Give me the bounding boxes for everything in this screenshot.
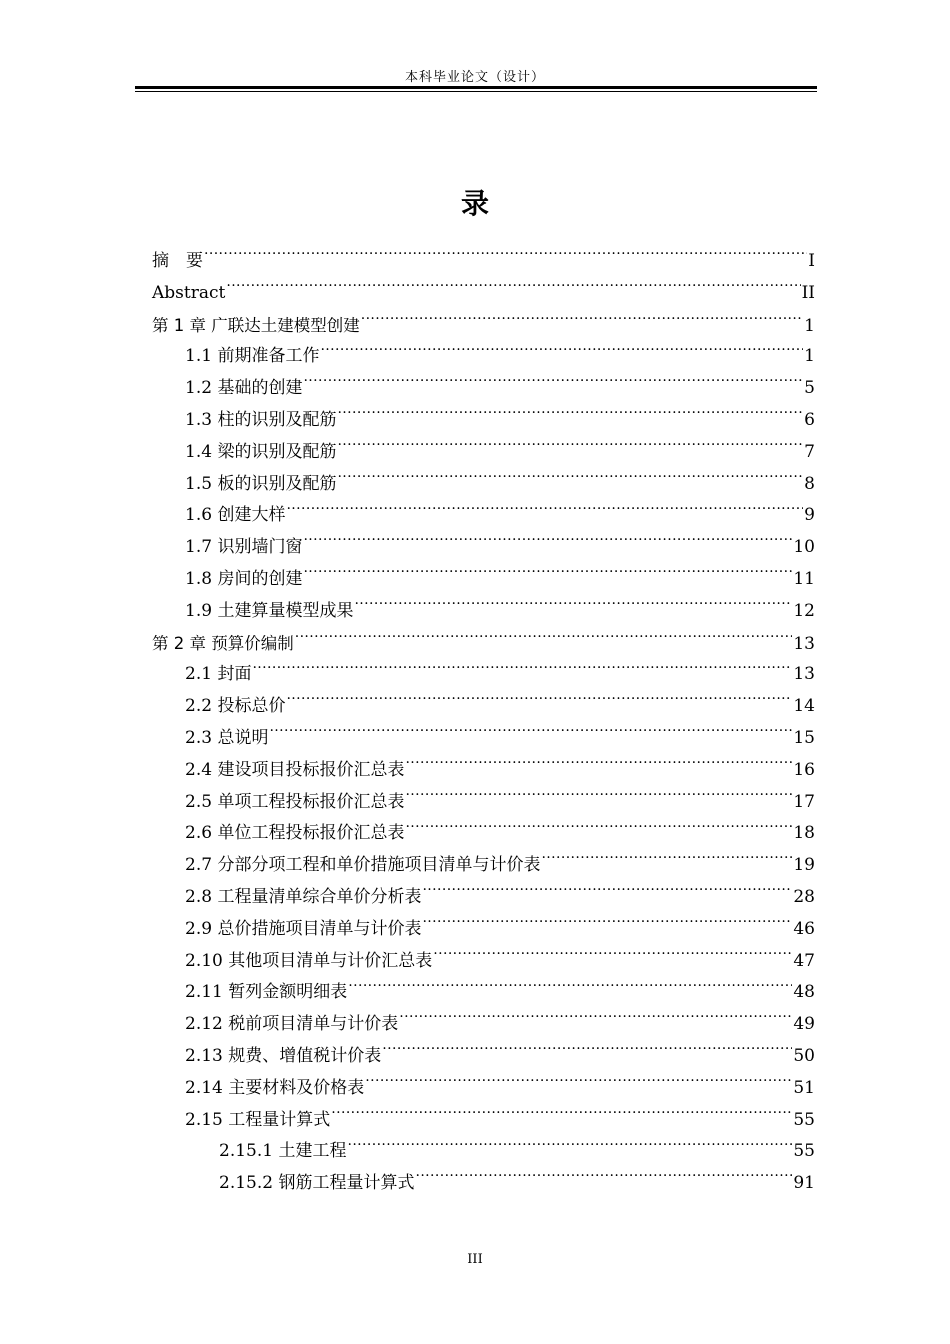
- toc-entry-page: 11: [793, 568, 815, 589]
- toc-entry[interactable]: [152, 755, 815, 787]
- toc-entry-text: 第 2 章 预算价编制: [152, 633, 294, 653]
- dot-leader: [541, 850, 792, 870]
- toc-entry[interactable]: [152, 1009, 815, 1041]
- toc-entry[interactable]: [152, 1168, 815, 1200]
- dot-leader: [320, 341, 803, 361]
- running-header: 本科毕业论文（设计）: [404, 70, 545, 85]
- dot-leader: [303, 532, 792, 552]
- toc-entry-text: 2.14 主要材料及价格表: [185, 1077, 365, 1098]
- toc-entry-text: 1.2 基础的创建: [185, 378, 303, 399]
- toc-entry-text: 2.5 单项工程投标报价汇总表: [185, 791, 405, 812]
- toc-entry-text: 2.7 分部分项工程和单价措施项目清单与计价表: [185, 855, 541, 876]
- dot-leader: [382, 1041, 792, 1061]
- toc-entry-text: 2.8 工程量清单综合单价分析表: [185, 886, 422, 907]
- dot-leader: [303, 564, 792, 584]
- toc-entry-page: 12: [793, 600, 815, 621]
- toc-entry[interactable]: [152, 405, 815, 437]
- toc-entry-text: 2.3 总说明: [185, 727, 269, 748]
- toc-entry-text: 2.11 暂列金额明细表: [185, 982, 348, 1003]
- toc-entry[interactable]: [152, 1136, 815, 1168]
- dot-leader: [295, 629, 793, 649]
- dot-leader: [347, 1136, 792, 1156]
- toc-entry[interactable]: [152, 787, 815, 819]
- toc-entry[interactable]: [152, 1105, 815, 1137]
- dot-leader: [204, 246, 807, 266]
- page-number: III: [467, 1252, 483, 1267]
- toc-entry[interactable]: [152, 628, 815, 660]
- toc-entry-page: 46: [793, 918, 815, 939]
- toc-entry-page: 10: [793, 537, 815, 558]
- toc-entry-text: 1.6 创建大样: [185, 505, 286, 526]
- toc-entry-page: 13: [793, 664, 815, 685]
- toc-entry[interactable]: [152, 500, 815, 532]
- toc-entry-page: 7: [804, 441, 815, 462]
- dot-leader: [226, 278, 800, 298]
- toc-entry-text: 2.15 工程量计算式: [185, 1109, 331, 1130]
- toc-entry-text: 1.4 梁的识别及配筋: [185, 441, 337, 462]
- toc-entry-page: 16: [793, 759, 815, 780]
- toc-entry-page: 50: [793, 1045, 815, 1066]
- dot-leader: [405, 818, 792, 838]
- dot-leader: [361, 311, 803, 331]
- toc-entry-page: 55: [793, 1141, 815, 1162]
- toc-entry[interactable]: [152, 850, 815, 882]
- dot-leader: [405, 755, 792, 775]
- header-rule-thin: [135, 91, 817, 92]
- toc-entry-page: 1: [804, 315, 815, 336]
- toc-entry-text: 2.4 建设项目投标报价汇总表: [185, 759, 405, 780]
- dot-leader: [415, 1168, 792, 1188]
- toc-entry[interactable]: [152, 914, 815, 946]
- dot-leader: [433, 946, 792, 966]
- toc-entry[interactable]: [152, 596, 815, 628]
- toc-entry-page: 49: [793, 1014, 815, 1035]
- toc-entry[interactable]: [152, 532, 815, 564]
- toc-entry-text: 2.1 封面: [185, 664, 252, 685]
- dot-leader: [422, 914, 792, 934]
- toc-entry-text: 2.2 投标总价: [185, 696, 286, 717]
- dot-leader: [337, 469, 803, 489]
- toc-entry[interactable]: [152, 818, 815, 850]
- toc-entry-text: 2.9 总价措施项目清单与计价表: [185, 918, 422, 939]
- toc-entry-page: 5: [804, 378, 815, 399]
- toc-entry-page: 47: [793, 950, 815, 971]
- toc-entry-page: 6: [804, 409, 815, 430]
- toc-entry-page: II: [801, 282, 815, 303]
- toc-entry-text: 1.7 识别墙门窗: [185, 537, 303, 558]
- toc-entry-text: Abstract: [152, 282, 226, 303]
- toc-entry-text: 1.5 板的识别及配筋: [185, 473, 337, 494]
- toc-entry-page: 9: [804, 505, 815, 526]
- toc-entry[interactable]: [152, 310, 815, 342]
- toc-entry-text: 1.3 柱的识别及配筋: [185, 409, 337, 430]
- toc-entry[interactable]: [152, 946, 815, 978]
- toc-entry[interactable]: [152, 882, 815, 914]
- dot-leader: [337, 405, 803, 425]
- toc-entry-page: 17: [793, 791, 815, 812]
- dot-leader: [337, 437, 803, 457]
- toc-entry[interactable]: [152, 564, 815, 596]
- toc-entry-page: 1: [804, 346, 815, 367]
- toc-entry-page: 51: [793, 1077, 815, 1098]
- toc-entry-page: 13: [793, 633, 815, 654]
- toc-entry[interactable]: [152, 1073, 815, 1105]
- dot-leader: [348, 977, 792, 997]
- toc-entry-page: 48: [793, 982, 815, 1003]
- dot-leader: [399, 1009, 792, 1029]
- dot-leader: [269, 723, 792, 743]
- dot-leader: [354, 596, 792, 616]
- toc-entry[interactable]: [152, 469, 815, 501]
- header-rule: [135, 86, 817, 89]
- toc-entry[interactable]: [152, 1041, 815, 1073]
- toc-entry-text: 2.15.1 土建工程: [219, 1141, 347, 1162]
- toc-entry-page: 14: [793, 696, 815, 717]
- toc-entry-page: 19: [793, 855, 815, 876]
- dot-leader: [405, 787, 792, 807]
- toc-entry-text: 2.15.2 钢筋工程量计算式: [219, 1173, 415, 1194]
- toc-entry[interactable]: [152, 341, 815, 373]
- toc-entry[interactable]: [152, 723, 815, 755]
- toc-entry-page: I: [808, 251, 815, 271]
- toc-entry-text: 2.13 规费、增值税计价表: [185, 1045, 382, 1066]
- dot-leader: [286, 500, 803, 520]
- toc-entry-text: 2.6 单位工程投标报价汇总表: [185, 823, 405, 844]
- toc-entry-page: 15: [793, 727, 815, 748]
- dot-leader: [365, 1073, 792, 1093]
- toc-entry-text: 1.8 房间的创建: [185, 568, 303, 589]
- toc-entry[interactable]: [152, 659, 815, 691]
- dot-leader: [422, 882, 792, 902]
- toc-entry-page: 18: [793, 823, 815, 844]
- toc-entry-text: 1.9 土建算量模型成果: [185, 600, 354, 621]
- toc-entry[interactable]: [152, 278, 815, 310]
- dot-leader: [331, 1105, 792, 1125]
- toc-entry[interactable]: [152, 246, 815, 278]
- toc-entry[interactable]: [152, 691, 815, 723]
- toc-title: 录: [460, 187, 489, 220]
- toc-entry[interactable]: [152, 977, 815, 1009]
- toc-entry-text: 2.12 税前项目清单与计价表: [185, 1014, 399, 1035]
- toc-entry[interactable]: [152, 437, 815, 469]
- toc-entry-page: 55: [793, 1109, 815, 1130]
- toc-entry-page: 91: [793, 1173, 815, 1194]
- dot-leader: [252, 659, 792, 679]
- toc-entry-text: 第 1 章 广联达土建模型创建: [152, 315, 360, 335]
- toc-entry[interactable]: [152, 373, 815, 405]
- toc-entry-text: 2.10 其他项目清单与计价汇总表: [185, 950, 433, 971]
- toc-entry-text: 摘 要: [152, 251, 203, 271]
- table-of-contents: [152, 246, 815, 1200]
- toc-entry-text: 1.1 前期准备工作: [185, 346, 320, 367]
- toc-entry-page: 8: [804, 473, 815, 494]
- dot-leader: [303, 373, 803, 393]
- toc-entry-page: 28: [793, 886, 815, 907]
- dot-leader: [286, 691, 792, 711]
